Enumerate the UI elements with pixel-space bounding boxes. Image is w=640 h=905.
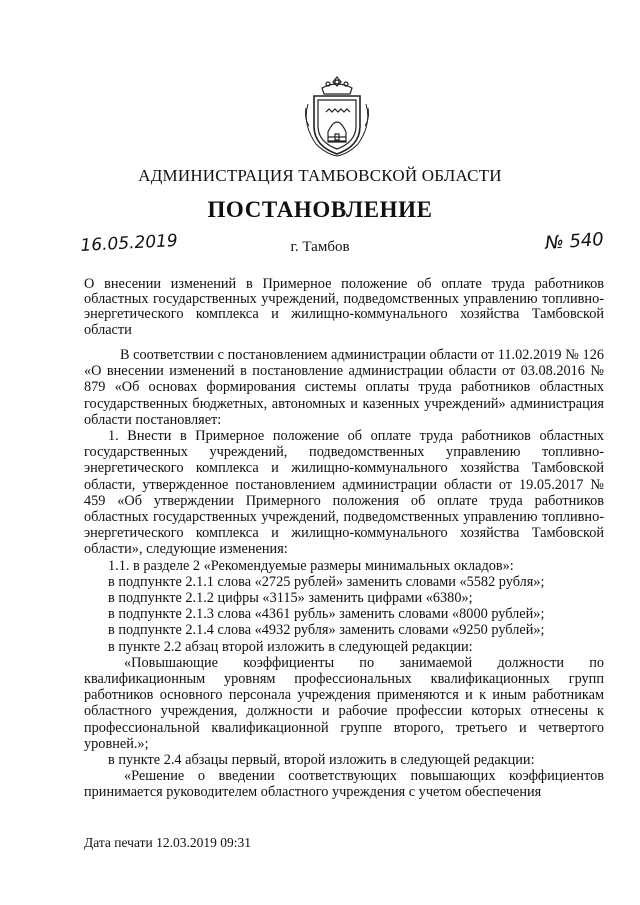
item-1-paragraph: 1. Внести в Примерное положение об оплате труда работников областных государственных учреждений, подведомственных управлению топливно-энергетического комплекса и жилищно-коммунального хозяйства Тамбовской области, утвержденное постановлением администрации области от 19.05.2017 № 459 «Об утверждении Примерного положения об оплате труда работников областных государственных учреждений, подведомственных управлению топливно-энергетического комплекса и жилищно-коммунального хозяйства Тамбовской области», следующие изменения: (84, 428, 604, 558)
item-2-4-paragraph: в пункте 2.4 абзацы первый, второй изложить в следующей редакции: (108, 752, 535, 769)
handwritten-number: № 540 (544, 228, 605, 255)
item-2-2-paragraph: в пункте 2.2 абзац второй изложить в следующей редакции: (108, 638, 473, 655)
handwritten-date: 16.05.2019 (80, 230, 179, 256)
print-date: Дата печати 12.03.2019 09:31 (84, 835, 251, 850)
city-label: г. Тамбов (290, 239, 350, 255)
subitem-2-1-2: в подпункте 2.1.2 цифры «3115» заменить цифрами «6380»; (108, 590, 473, 607)
quote-2-4-paragraph: «Решение о введении соответствующих повышающих коэффициентов принимается руководителем областного учреждения с учетом обеспечения (84, 768, 604, 801)
coat-of-arms-emblem (298, 74, 376, 158)
document-subject: О внесении изменений в Примерное положение об оплате труда работников областных государственных учреждений, подведомственных управлению топливно-энергетического комплекса и жилищно-коммунального хозяйства Тамбовской области (84, 276, 604, 338)
preamble-paragraph: В соответствии с постановлением администрации области от 11.02.2019 № 126 «О внесении изменений в постановление администрации области от 03.08.2016 № 879 «Об основах формирования системы оплаты труда работников областных государственных бюджетных, автономных и казенных учреждений» администрация области постановляет: (84, 347, 604, 428)
document-body (84, 347, 604, 801)
subitem-2-1-3: в подпункте 2.1.3 слова «4361 рубль» заменить словами «8000 рублей»; (108, 606, 545, 623)
organization-name: АДМИНИСТРАЦИЯ ТАМБОВСКОЙ ОБЛАСТИ (138, 166, 502, 185)
subitem-2-1-1: в подпункте 2.1.1 слова «2725 рублей» заменить словами «5582 рубля»; (108, 573, 545, 590)
item-1-1-paragraph: 1.1. в разделе 2 «Рекомендуемые размеры минимальных окладов»: (108, 557, 514, 574)
quote-2-2-paragraph: «Повышающие коэффициенты по занимаемой должности по квалификационным уровням профессиональных квалификационных групп работников основного персонала учреждения применяются и к иным работникам областного учреждения, должности и рабочие профессии которых отнесены к профессиональной квалификационной группе второго, третьего и четвертого уровней.»; (84, 654, 604, 752)
subitem-2-1-4: в подпункте 2.1.4 слова «4932 рубля» заменить словами «9250 рублей»; (108, 622, 545, 639)
document-type-title: ПОСТАНОВЛЕНИЕ (207, 197, 433, 222)
